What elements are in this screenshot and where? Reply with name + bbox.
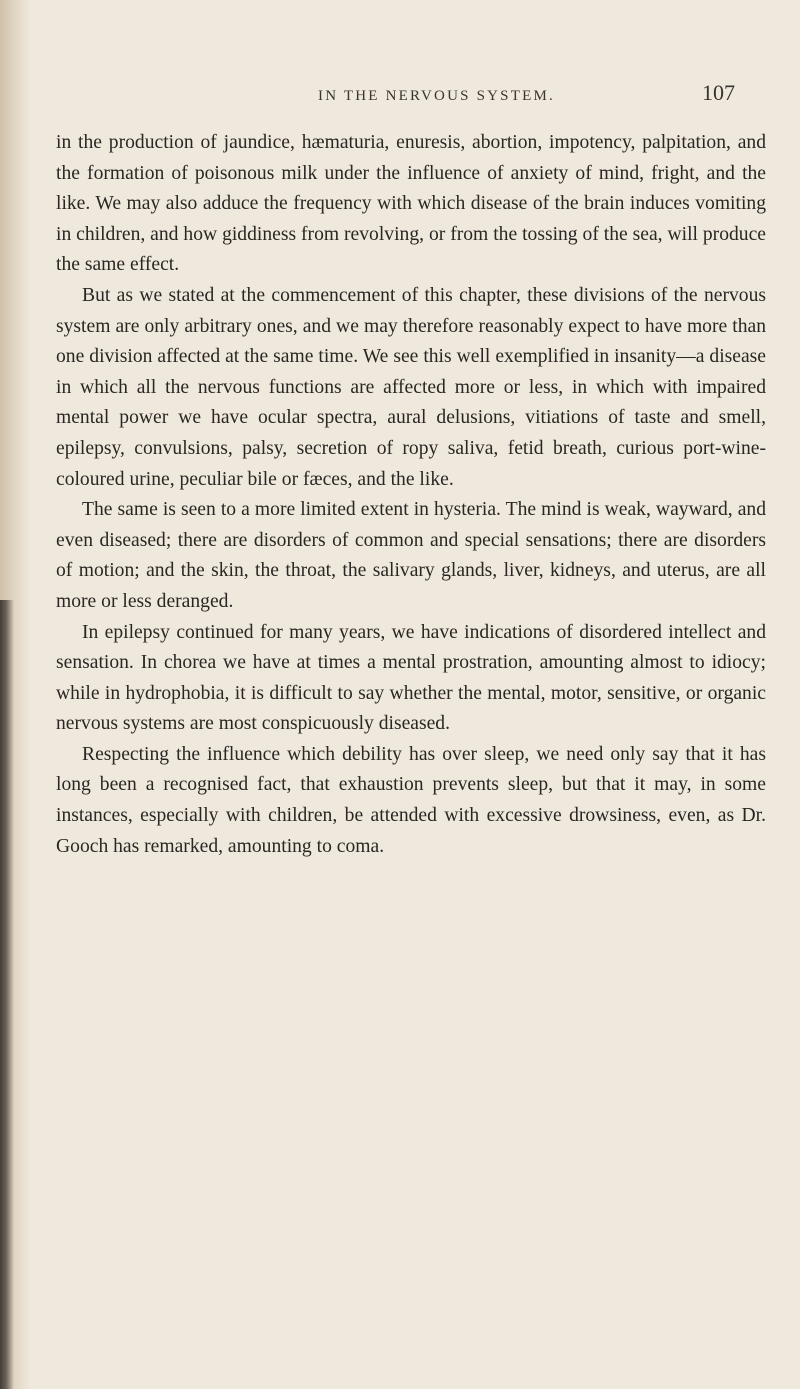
paragraph-2: But as we stated at the commencement of this chapter, these divisions of the nervous system are only arbitrary ones, and we may therefore reasonably expect to have more than one division affected at the same time. We see this well exemplified in insanity—a disease in which all the nervous functions are affected more or less, in which with impaired mental power we have ocular spectra, aural delusions, vitiations of taste and smell, epilepsy, convulsions, palsy, secretion of ropy saliva, fetid breath, curious port-wine-coloured urine, peculiar bile or fæces, and the like.: [56, 284, 766, 490]
paragraph-3: The same is seen to a more limited extent in hysteria. The mind is weak, wayward, and even diseased; there are disorders of common and special sensations; there are disorders of motion; and the skin, the throat, the salivary glands, liver, kidneys, and uterus, are all more or less deranged.: [56, 499, 766, 612]
running-title: IN THE NERVOUS SYSTEM.: [318, 88, 555, 104]
binding-shadow: [0, 600, 14, 1389]
paragraph-4: In epilepsy continued for many years, we have indications of disordered intellect and sensation. In chorea we have at times a mental prostration, amounting almost to idiocy; while in hydrophobia, it is difficult to say whether the mental, motor, sensitive, or organic nervous systems are most conspicuously diseased.: [56, 621, 766, 735]
body-text: [56, 128, 766, 862]
paragraph-1: in the production of jaundice, hæmaturia, enuresis, abortion, impotency, palpitation, and the formation of poisonous milk under the influence of anxiety of mind, fright, and the like. We may also adduce the frequency with which disease of the brain induces vomiting in children, and how giddiness from revolving, or from the tossing of the sea, will produce the same effect.: [56, 132, 766, 276]
page-header: [0, 80, 800, 118]
paragraph-5: Respecting the influence which debility has over sleep, we need only say that it has long been a recognised fact, that exhaustion prevents sleep, but that it may, in some instances, especially with children, be attended with excessive drowsiness, even, as Dr. Gooch has remarked, amounting to coma.: [56, 743, 766, 857]
page-number: 107: [702, 80, 735, 105]
